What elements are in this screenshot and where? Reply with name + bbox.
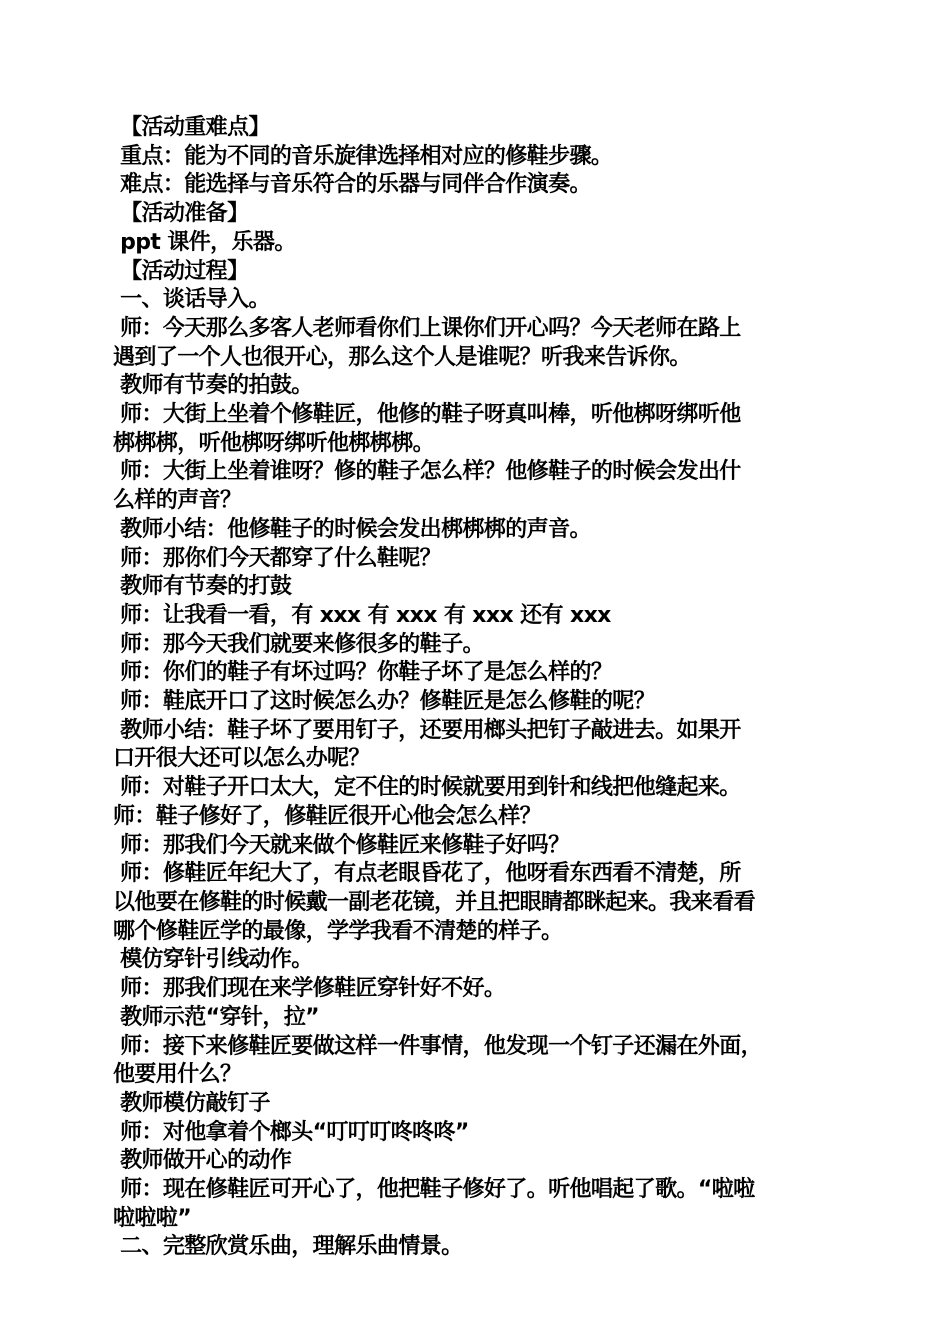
text-line: 【活动准备】 bbox=[113, 201, 249, 227]
text-line: 教师小结：鞋子坏了要用钉子，还要用榔头把钉子敲进去。如果开 bbox=[113, 717, 741, 743]
text-line: 模仿穿针引线动作。 bbox=[113, 947, 313, 973]
text-line: 哪个修鞋匠学的最像，学学我看不清楚的样子。 bbox=[113, 918, 563, 944]
text-line: 师：那今天我们就要来修很多的鞋子。 bbox=[113, 631, 484, 657]
text-line: 师：接下来修鞋匠要做这样一件事情，他发现一个钉子还漏在外面， bbox=[113, 1033, 763, 1059]
text-line: 口开很大还可以怎么办呢？ bbox=[113, 746, 370, 772]
text-line: 师：大街上坐着谁呀？修的鞋子怎么样？他修鞋子的时候会发出什 bbox=[113, 459, 741, 485]
text-line: 师：那你们今天都穿了什么鞋呢？ bbox=[113, 545, 442, 571]
text-line: ppt 课件，乐器。 bbox=[113, 229, 296, 255]
text-line: 师：鞋子修好了，修鞋匠很开心他会怎么样？ bbox=[113, 803, 542, 829]
text-line: 师：让我看一看，有 xxx 有 xxx 有 xxx 还有 xxx bbox=[113, 602, 611, 628]
text-line: 教师模仿敲钉子 bbox=[113, 1090, 270, 1116]
text-line: 【活动过程】 bbox=[113, 258, 249, 284]
text-line: 教师做开心的动作 bbox=[113, 1148, 292, 1174]
text-line: 师：修鞋匠年纪大了，有点老眼昏花了，他呀看东西看不清楚，所 bbox=[113, 861, 741, 887]
text-line: 师：你们的鞋子有坏过吗？你鞋子坏了是怎么样的？ bbox=[113, 660, 613, 686]
text-line: 师：大街上坐着个修鞋匠，他修的鞋子呀真叫棒，听他梆呀绑听他 bbox=[113, 402, 741, 428]
text-line: 师：今天那么多客人老师看你们上课你们开心吗？今天老师在路上 bbox=[113, 315, 741, 341]
text-line: 啦啦啦” bbox=[113, 1205, 192, 1231]
text-line: 么样的声音？ bbox=[113, 488, 242, 514]
text-line: 重点：能为不同的音乐旋律选择相对应的修鞋步骤。 bbox=[113, 143, 613, 169]
text-line: 师：现在修鞋匠可开心了，他把鞋子修好了。听他唱起了歌。“啦啦 bbox=[113, 1177, 755, 1203]
text-line: 教师有节奏的拍鼓。 bbox=[113, 373, 313, 399]
text-line: 难点：能选择与音乐符合的乐器与同伴合作演奏。 bbox=[113, 172, 591, 198]
text-line: 教师示范“穿针，拉” bbox=[113, 1004, 319, 1030]
text-line: 以他要在修鞋的时候戴一副老花镜，并且把眼睛都眯起来。我来看看 bbox=[113, 889, 756, 915]
text-line: 师：那我们现在来学修鞋匠穿针好不好。 bbox=[113, 976, 506, 1002]
text-line: 梆梆梆，听他梆呀绑听他梆梆梆。 bbox=[113, 430, 435, 456]
text-line: 师：那我们今天就来做个修鞋匠来修鞋子好吗？ bbox=[113, 832, 570, 858]
text-line: 他要用什么？ bbox=[113, 1062, 242, 1088]
text-line: 一、谈话导入。 bbox=[113, 287, 270, 313]
text-line: 遇到了一个人也很开心，那么这个人是谁呢？听我来告诉你。 bbox=[113, 344, 691, 370]
text-line: 二、完整欣赏乐曲，理解乐曲情景。 bbox=[113, 1234, 463, 1260]
text-line: 师：对他拿着个榔头“叮叮叮咚咚咚” bbox=[113, 1119, 469, 1145]
text-line: 师：鞋底开口了这时候怎么办？修鞋匠是怎么修鞋的呢？ bbox=[113, 689, 656, 715]
text-line: 【活动重难点】 bbox=[113, 115, 270, 140]
text-line: 师：对鞋子开口太大，定不住的时候就要用到针和线把他缝起来。 bbox=[113, 775, 741, 801]
document-body bbox=[113, 114, 843, 1262]
text-line: 教师小结：他修鞋子的时候会发出梆梆梆的声音。 bbox=[113, 516, 591, 542]
text-line: 教师有节奏的打鼓 bbox=[113, 574, 292, 600]
